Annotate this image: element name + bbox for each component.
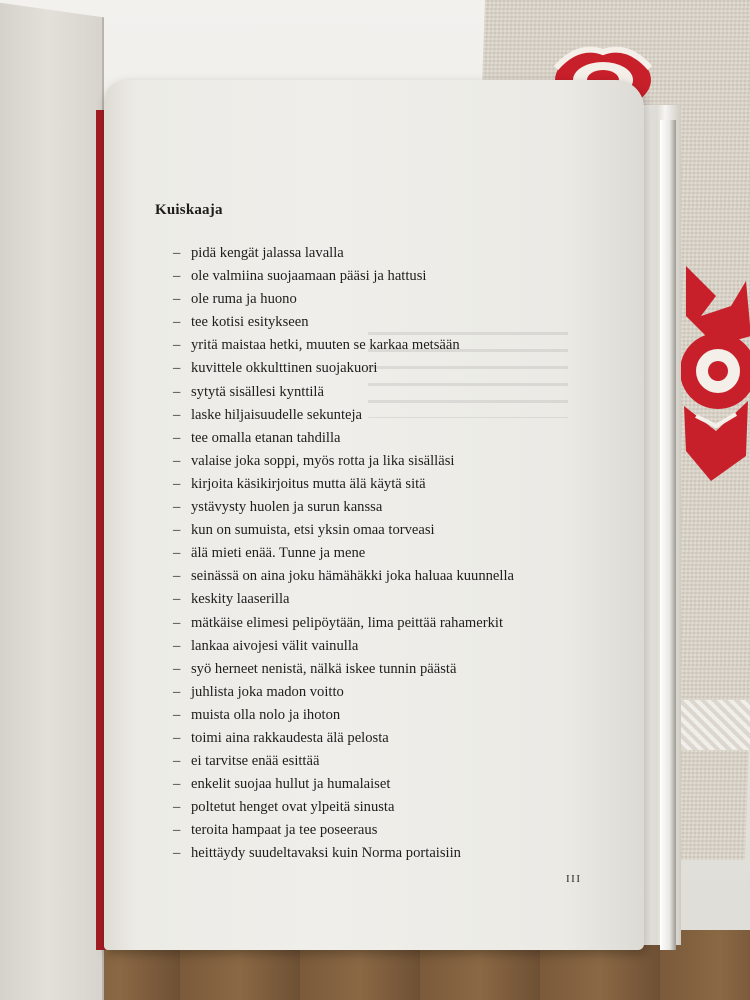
poem-line-text: mätkäise elimesi pelipöytään, lima peittää rahamerkit: [191, 614, 504, 631]
poem-line-text: valaise joka soppi, myös rotta ja lika sisälläsi: [191, 452, 455, 469]
poem-line-text: älä mieti enää. Tunne ja mene: [191, 545, 366, 562]
poem-line-text: sytytä sisällesi kynttilä: [191, 383, 324, 400]
poem-line-text: pidä kengät jalassa lavalla: [191, 245, 344, 261]
poem-line-text: tee kotisi esitykseen: [191, 314, 309, 331]
poem-line: [173, 473, 593, 496]
poem-line: [173, 404, 593, 427]
poem-line: [173, 819, 593, 842]
dash-bullet: –: [173, 499, 181, 516]
dash-bullet: –: [173, 406, 181, 423]
poem-line-text: ole ruma ja huono: [191, 291, 297, 308]
poem-line: [173, 265, 593, 288]
poem-line: [173, 588, 593, 611]
dash-bullet: –: [173, 683, 181, 700]
dash-bullet: –: [173, 268, 181, 285]
poem-line-text: ei tarvitse enää esittää: [191, 753, 320, 770]
dash-bullet: –: [173, 614, 181, 631]
dash-bullet: –: [173, 753, 181, 770]
embroidered-flower-icon: [676, 256, 750, 486]
poem-line: [173, 242, 593, 265]
left-page: [0, 0, 104, 1000]
poem-lines: [173, 242, 593, 866]
poem-line-text: ystävysty huolen ja surun kanssa: [191, 499, 383, 516]
lace-edge: [676, 700, 750, 750]
poem-line-text: heittäydy suudeltavaksi kuin Norma portaisiin: [191, 845, 461, 862]
poem-line: [173, 681, 593, 704]
poem-line-text: lankaa aivojesi välit vainulla: [191, 637, 359, 654]
dash-bullet: –: [173, 314, 181, 331]
dash-bullet: –: [173, 475, 181, 492]
dash-bullet: –: [173, 568, 181, 585]
poem-line: [173, 450, 593, 473]
dash-bullet: –: [173, 545, 181, 562]
poem-line: [173, 727, 593, 750]
poem-line-text: seinässä on aina joku hämähäkki joka haluaa kuunnella: [191, 568, 514, 585]
poem-line-text: juhlista joka madon voitto: [191, 683, 344, 700]
poem-line: [173, 796, 593, 819]
poem-title: Kuiskaaja: [155, 202, 223, 218]
poem-line-text: teroita hampaat ja tee poseeraus: [191, 822, 378, 839]
poem-line-text: ole valmiina suojaamaan pääsi ja hattusi: [191, 268, 427, 285]
poem-line-text: tee omalla etanan tahdilla: [191, 429, 341, 446]
dash-bullet: –: [173, 637, 181, 654]
poem-line: [173, 381, 593, 404]
poem-line-text: yritä maistaa hetki, muuten se karkaa metsään: [191, 337, 460, 354]
poem-line: [173, 542, 593, 565]
poem-line: [173, 612, 593, 635]
poem-line: [173, 773, 593, 796]
dash-bullet: –: [173, 383, 181, 400]
dash-bullet: –: [173, 360, 181, 377]
poem-line: [173, 842, 593, 865]
poem-line: [173, 704, 593, 727]
dash-bullet: –: [173, 822, 181, 839]
poem-line-text: enkelit suojaa hullut ja humalaiset: [191, 776, 391, 793]
poem-line-text: syö herneet nenistä, nälkä iskee tunnin päästä: [191, 660, 457, 677]
poem-line: [173, 334, 593, 357]
poem-line: [173, 519, 593, 542]
dash-bullet: –: [173, 799, 181, 816]
poem-line-text: kun on sumuista, etsi yksin omaa torveasi: [191, 522, 435, 539]
poem-line: [173, 288, 593, 311]
poem-line-text: kuvittele okkulttinen suojakuori: [191, 360, 378, 377]
poem-line: [173, 658, 593, 681]
poem-line: [173, 750, 593, 773]
dash-bullet: –: [173, 729, 181, 746]
poem-line: [173, 635, 593, 658]
dash-bullet: –: [173, 522, 181, 539]
dash-bullet: –: [173, 845, 181, 862]
dash-bullet: –: [173, 291, 181, 308]
dash-bullet: –: [173, 591, 181, 608]
poem-line-text: poltetut henget ovat ylpeitä sinusta: [191, 799, 395, 816]
dash-bullet: –: [173, 660, 181, 677]
poem-line-text: kirjoita käsikirjoitus mutta älä käytä sitä: [191, 475, 426, 492]
dash-bullet: –: [173, 429, 181, 446]
poem-line: [173, 311, 593, 334]
poem-line-text: keskity laaserilla: [191, 591, 290, 608]
page-number: III: [566, 873, 582, 885]
poem-line: [173, 565, 593, 588]
poem-line-text: muista olla nolo ja ihoton: [191, 706, 341, 723]
back-cover-edge: [660, 120, 676, 950]
dash-bullet: –: [173, 776, 181, 793]
dash-bullet: –: [173, 245, 181, 261]
dash-bullet: –: [173, 452, 181, 469]
poem-line: [173, 427, 593, 450]
poem-line-text: laske hiljaisuudelle sekunteja: [191, 406, 363, 423]
poem-line: [173, 357, 593, 380]
poem-line-text: toimi aina rakkaudesta älä pelosta: [191, 729, 389, 746]
dash-bullet: –: [173, 337, 181, 354]
dash-bullet: –: [173, 706, 181, 723]
poem-line: [173, 496, 593, 519]
